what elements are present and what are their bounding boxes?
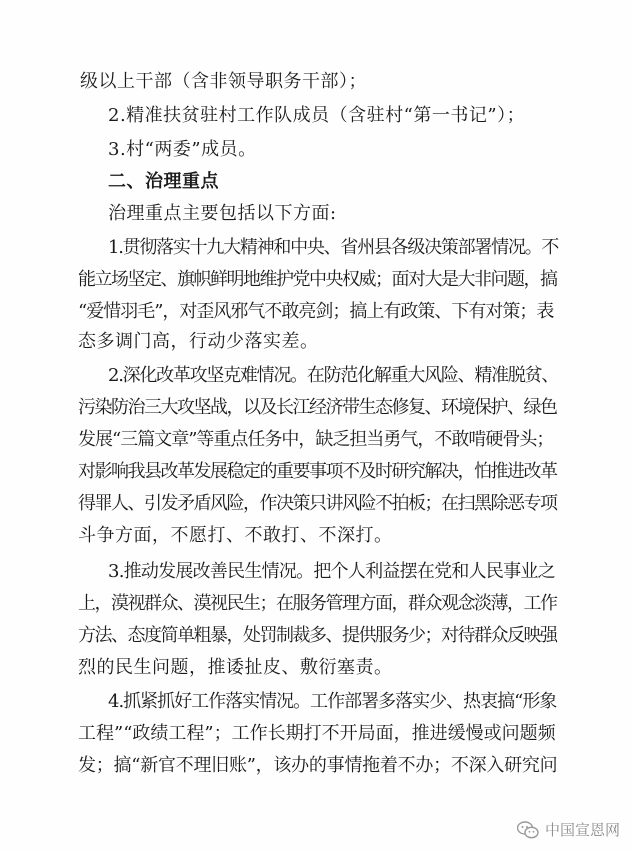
paragraph-4-line-1: 4.抓紧抓好工作落实情况。工作部署多落实少、热衷搞“形象: [108, 691, 557, 712]
section-intro: 治理重点主要包括以下方面:: [108, 203, 337, 224]
paragraph-2-line-6: 斗争方面，不愿打、不敢打、不深打。: [78, 525, 393, 546]
paragraph-3-line-1: 3.推动发展改善民生情况。把个人利益摆在党和人民事业之: [108, 561, 555, 582]
paragraph-2-line-2: 污染防治三大攻坚战，以及长江经济带生态修复、环境保护、绿色: [78, 397, 557, 418]
list-item-2: 2.精准扶贫驻村工作队成员（含驻村“第一书记”）；: [108, 105, 526, 126]
paragraph-2-line-4: 对影响我县改革发展稳定的重要事项不及时研究解决，怕推进改革: [78, 461, 557, 482]
paragraph-3-line-4: 烈的民生问题，推诿扯皮、敷衍塞责。: [78, 657, 393, 678]
paragraph-1-line-1: 1.贯彻落实十九大精神和中央、省州县各级决策部署情况。不: [108, 237, 559, 258]
paragraph-2-line-5: 得罪人、引发矛盾风险，作决策只讲风险不拍板；在扫黑除恶专项: [78, 493, 557, 514]
wechat-icon: [517, 821, 539, 839]
paragraph-2-line-1: 2.深化改革攻坚克难情况。在防范化解重大风险、精准脱贫、: [108, 365, 559, 386]
watermark: [517, 819, 620, 840]
paragraph-4-line-2: 工程”“政绩工程”；工作长期打不开局面，推进缓慢或问题频: [78, 723, 556, 744]
paragraph-1-line-2: 能立场坚定、旗帜鲜明地维护党中央权威；面对大是大非问题，搞: [78, 269, 557, 290]
paragraph-3-line-2: 上，漠视群众、漠视民生；在服务管理方面，群众观念淡薄，工作: [78, 593, 557, 614]
paragraph-1-line-3: “爱惜羽毛”，对歪风邪气不敢亮剑；搞上有政策、下有对策；表: [78, 301, 554, 322]
paragraph-3-line-3: 方法、态度简单粗暴，处罚制裁多、提供服务少；对待群众反映强: [78, 625, 557, 646]
text-line-1: 级以上干部（含非领导职务干部）；: [80, 71, 367, 92]
paragraph-4-line-3: 发；搞“新官不理旧账”，该办的事情拖着不办；不深入研究问: [78, 755, 558, 776]
paragraph-2-line-3: 发展“三篇文章”等重点任务中，缺乏担当勇气，不敢啃硬骨头；: [78, 429, 554, 450]
paragraph-1-line-4: 态多调门高，行动少落实差。: [78, 331, 319, 352]
list-item-3: 3.村“两委”成员。: [108, 139, 257, 160]
section-heading: 二、治理重点: [108, 171, 219, 192]
watermark-text: 中国宣恩网: [544, 821, 620, 839]
